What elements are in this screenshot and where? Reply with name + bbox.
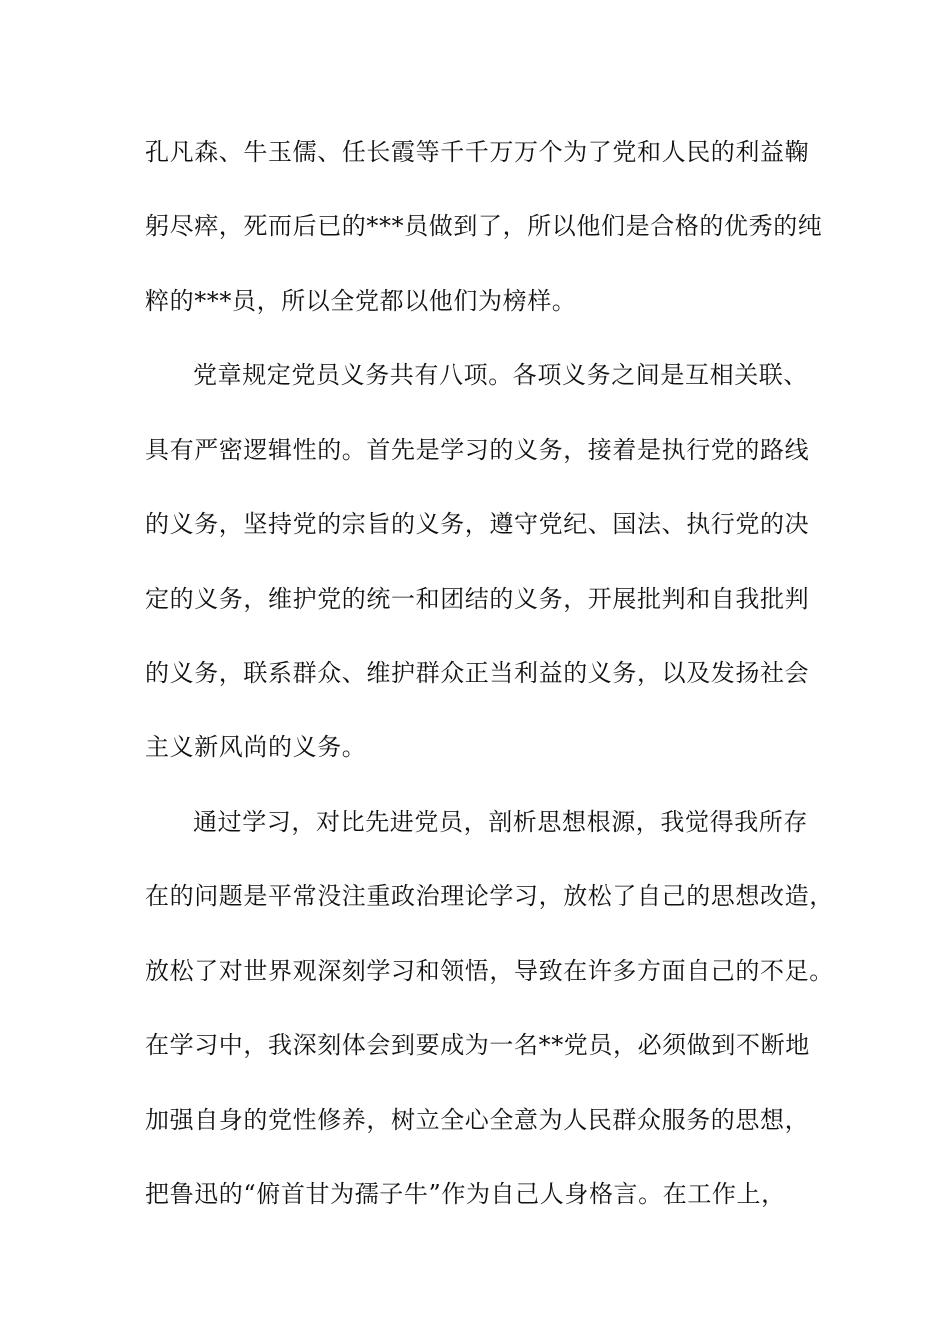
- text-line: 粹的***员，所以全党都以他们为榜样。: [145, 287, 577, 315]
- text-line: 把鲁迅的“俯首甘为孺子牛”作为自己人身格言。在工作上，: [145, 1180, 786, 1208]
- paragraph-first-line: 通过学习，对比先进党员，剖析思想根源，我觉得我所存: [193, 808, 808, 836]
- text-line: 在的问题是平常没注重政治理论学习，放松了自己的思想改造，: [145, 882, 834, 910]
- text-line: 孔凡森、牛玉儒、任长霞等千千万万个为了党和人民的利益鞠: [145, 138, 810, 166]
- text-line: 的义务，联系群众、维护群众正当利益的义务，以及发扬社会: [145, 659, 810, 687]
- text-line: 定的义务，维护党的统一和团结的义务，开展批判和自我批判: [145, 585, 810, 613]
- text-line: 主义新风尚的义务。: [145, 733, 367, 761]
- text-line: 在学习中，我深刻体会到要成为一名**党员，必须做到不断地: [145, 1031, 810, 1059]
- paragraph-first-line: 党章规定党员义务共有八项。各项义务之间是互相关联、: [193, 361, 808, 389]
- text-line: 具有严密逻辑性的。首先是学习的义务，接着是执行党的路线: [145, 436, 810, 464]
- text-line: 的义务，坚持党的宗旨的义务，遵守党纪、国法、执行党的决: [145, 510, 810, 538]
- text-line: 躬尽瘁，死而后已的***员做到了，所以他们是合格的优秀的纯: [145, 212, 823, 240]
- text-line: 放松了对世界观深刻学习和领悟，导致在许多方面自己的不足。: [145, 957, 834, 985]
- text-line: 加强自身的党性修养，树立全心全意为人民群众服务的思想，: [145, 1106, 810, 1134]
